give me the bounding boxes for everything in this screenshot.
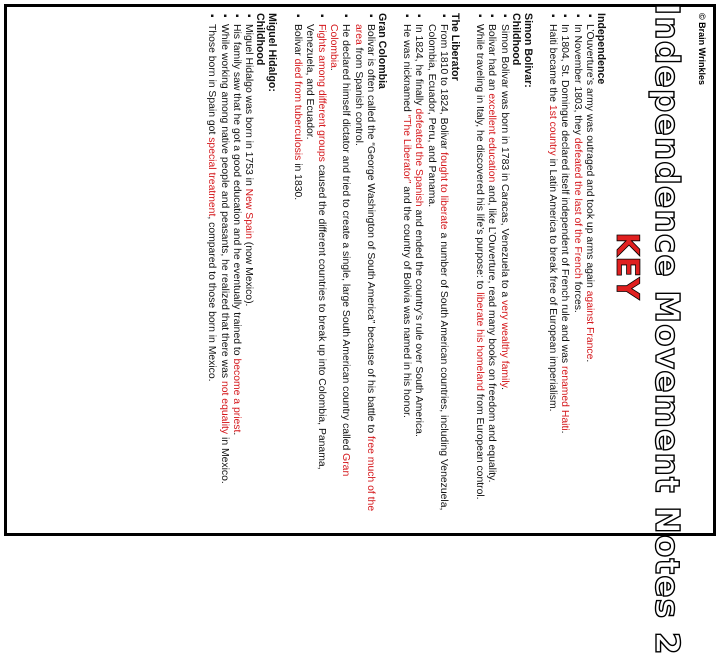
bullet-item — [351, 13, 375, 521]
note-text: L’Ouverture’s army was outraged and took up arms again — [583, 24, 595, 291]
note-text: . — [559, 430, 571, 434]
bullet-dot-icon: ▪ — [547, 14, 559, 18]
notes-content — [193, 13, 607, 521]
note-text: Bolivar — [291, 24, 303, 59]
section-heading: Miguel Hidalgo: — [266, 13, 279, 92]
section-heading: The Liberator — [448, 13, 461, 81]
bullet-item — [290, 13, 302, 521]
bullet-item — [424, 13, 448, 521]
bullet-dot-icon: ▪ — [315, 14, 327, 18]
bullet-dot-icon: ▪ — [583, 14, 595, 18]
highlighted-answer: against France — [583, 290, 595, 360]
bullet-list — [400, 13, 449, 521]
bullet-dot-icon: ▪ — [486, 14, 498, 18]
bullet-dot-icon: ▪ — [340, 14, 352, 18]
bullet-dot-icon: ▪ — [571, 14, 583, 18]
highlighted-answer: defeated the last of the French — [571, 137, 583, 279]
section-heading: Simon Bolivar: — [521, 13, 534, 88]
bullet-item — [497, 13, 509, 521]
notes-section — [290, 13, 388, 521]
bullet-list — [290, 13, 375, 521]
note-text: . — [230, 432, 242, 436]
bullet-item — [242, 13, 254, 521]
section-heading: Gran Colombia — [375, 13, 388, 89]
note-text: From 1810 to 1824, Bolivar — [437, 24, 449, 153]
note-text: in Mexico. — [218, 434, 230, 484]
highlighted-answer: renamed Haiti — [559, 365, 571, 431]
note-text: in Latin America to break free of European imperialism. — [547, 155, 559, 412]
note-text: In 1824, he finally — [413, 24, 425, 109]
page-frame — [4, 3, 716, 656]
highlighted-answer: defeated the Spanish — [413, 108, 425, 207]
note-text: . — [498, 387, 510, 390]
bullet-dot-icon: ▪ — [559, 14, 571, 18]
section-heading: Independence — [595, 13, 607, 85]
note-text: Miguel Hidalgo was born in 1753 in — [242, 24, 254, 189]
bullet-dot-icon: ▪ — [206, 14, 218, 18]
note-text: While traveling in Italy, he discovered his life’s purpose: to — [474, 24, 486, 293]
note-text: and the country of Bolivia was named in his honor. — [401, 183, 413, 418]
section-subheading: Childhood — [254, 13, 267, 66]
note-text: (now Mexico). — [242, 238, 254, 307]
highlighted-answer: not equality — [218, 380, 230, 435]
bullet-dot-icon: ▪ — [230, 14, 242, 18]
highlighted-answer: excellent education — [486, 93, 498, 183]
bullet-dot-icon: ▪ — [242, 14, 254, 18]
section-subheading: Childhood — [509, 13, 522, 66]
highlighted-answer: fought to liberate — [437, 152, 449, 230]
bullet-list — [205, 13, 254, 521]
note-text: He was nicknamed — [401, 24, 413, 115]
bullet-dot-icon: ▪ — [413, 14, 425, 18]
note-text: Bolivar had an — [486, 24, 498, 94]
bullet-item — [570, 13, 582, 521]
notes-section — [205, 13, 278, 521]
note-text: caused the different countries to break up into Colombia, Panama, Venezuela, and Ecuador. — [303, 24, 327, 470]
bullet-dot-icon: ▪ — [364, 14, 376, 18]
note-text: He declared himself dictator and tried to create a single, large South American country called — [340, 24, 352, 454]
note-text: . — [328, 67, 340, 71]
note-text: and, like L’Ouverture, read many books on freedom and equality. — [486, 182, 498, 483]
highlighted-answer: New Spain — [242, 188, 254, 239]
bullet-item — [327, 13, 351, 521]
highlighted-answer: free much of the area — [352, 24, 376, 512]
bullet-item — [303, 13, 327, 521]
note-text: in 1830. — [291, 160, 303, 201]
note-text: , compared to those born in Mexico. — [206, 216, 218, 382]
note-text: from Spanish control. — [352, 44, 364, 146]
highlighted-answer: liberate his homeland — [474, 292, 486, 391]
note-text: Haiti became the — [547, 24, 559, 105]
highlighted-answer: Fights among different groups — [315, 24, 327, 162]
bullet-item — [412, 13, 424, 521]
bullet-item — [583, 13, 595, 521]
highlighted-answer: 1st country — [547, 104, 559, 156]
page-title: Independence Movement Notes 2 — [648, 3, 687, 656]
notes-section — [473, 13, 534, 521]
note-text: and ended the country’s rule over South America. — [413, 206, 425, 437]
note-text: from European control. — [474, 390, 486, 500]
bullet-dot-icon: ▪ — [474, 14, 486, 18]
bullet-item — [485, 13, 497, 521]
note-text: . — [583, 359, 595, 363]
bullet-list — [473, 13, 510, 521]
bullet-item — [205, 13, 217, 521]
note-text: In 1804, St. Domingue declared itself independent of French rule and was — [559, 24, 571, 366]
bullet-item — [546, 13, 558, 521]
highlighted-answer: died from tuberculosis — [291, 58, 303, 161]
note-text: Simon Bolivar was born in 1783 in Caracas, Venezuela to a — [498, 24, 510, 301]
bullet-dot-icon: ▪ — [291, 14, 303, 18]
highlighted-answer: very wealthy family — [498, 300, 510, 388]
note-text: Bolivar is often called the “George Washington of South America” because of his battle to — [364, 24, 376, 437]
bullet-item — [400, 13, 412, 521]
bullet-item — [230, 13, 242, 521]
copyright-notice: © Brain Wrinkles — [697, 13, 707, 85]
note-text: forces. — [571, 278, 583, 313]
highlighted-answer: become a priest — [230, 358, 242, 433]
note-text: Those born in Spain got — [206, 24, 218, 138]
notes-section — [546, 13, 607, 521]
highlighted-answer: special treatment — [206, 137, 218, 217]
key-label: KEY — [609, 232, 645, 300]
bullet-dot-icon: ▪ — [401, 14, 413, 18]
bullet-dot-icon: ▪ — [218, 14, 230, 18]
rotated-page — [1, 3, 707, 656]
bullet-list — [546, 13, 595, 521]
note-text: In November 1803, they — [571, 24, 583, 138]
bullet-dot-icon: ▪ — [498, 14, 510, 18]
bullet-dot-icon: ▪ — [437, 14, 449, 18]
note-text: a number of South American countries, including Venezuela, Colombia, Ecuador, Peru, and Panama. — [425, 24, 449, 511]
bullet-item — [217, 13, 229, 521]
highlighted-answer: “The Liberator” — [401, 114, 413, 184]
notes-section — [400, 13, 461, 521]
highlighted-answer: Gran Colombia — [328, 24, 352, 477]
bullet-item — [473, 13, 485, 521]
note-text: His family saw that he got a good education and he eventually trained to — [230, 24, 242, 359]
note-text: While working among native people and peasants, he realized that there was — [218, 24, 230, 381]
bullet-item — [558, 13, 570, 521]
